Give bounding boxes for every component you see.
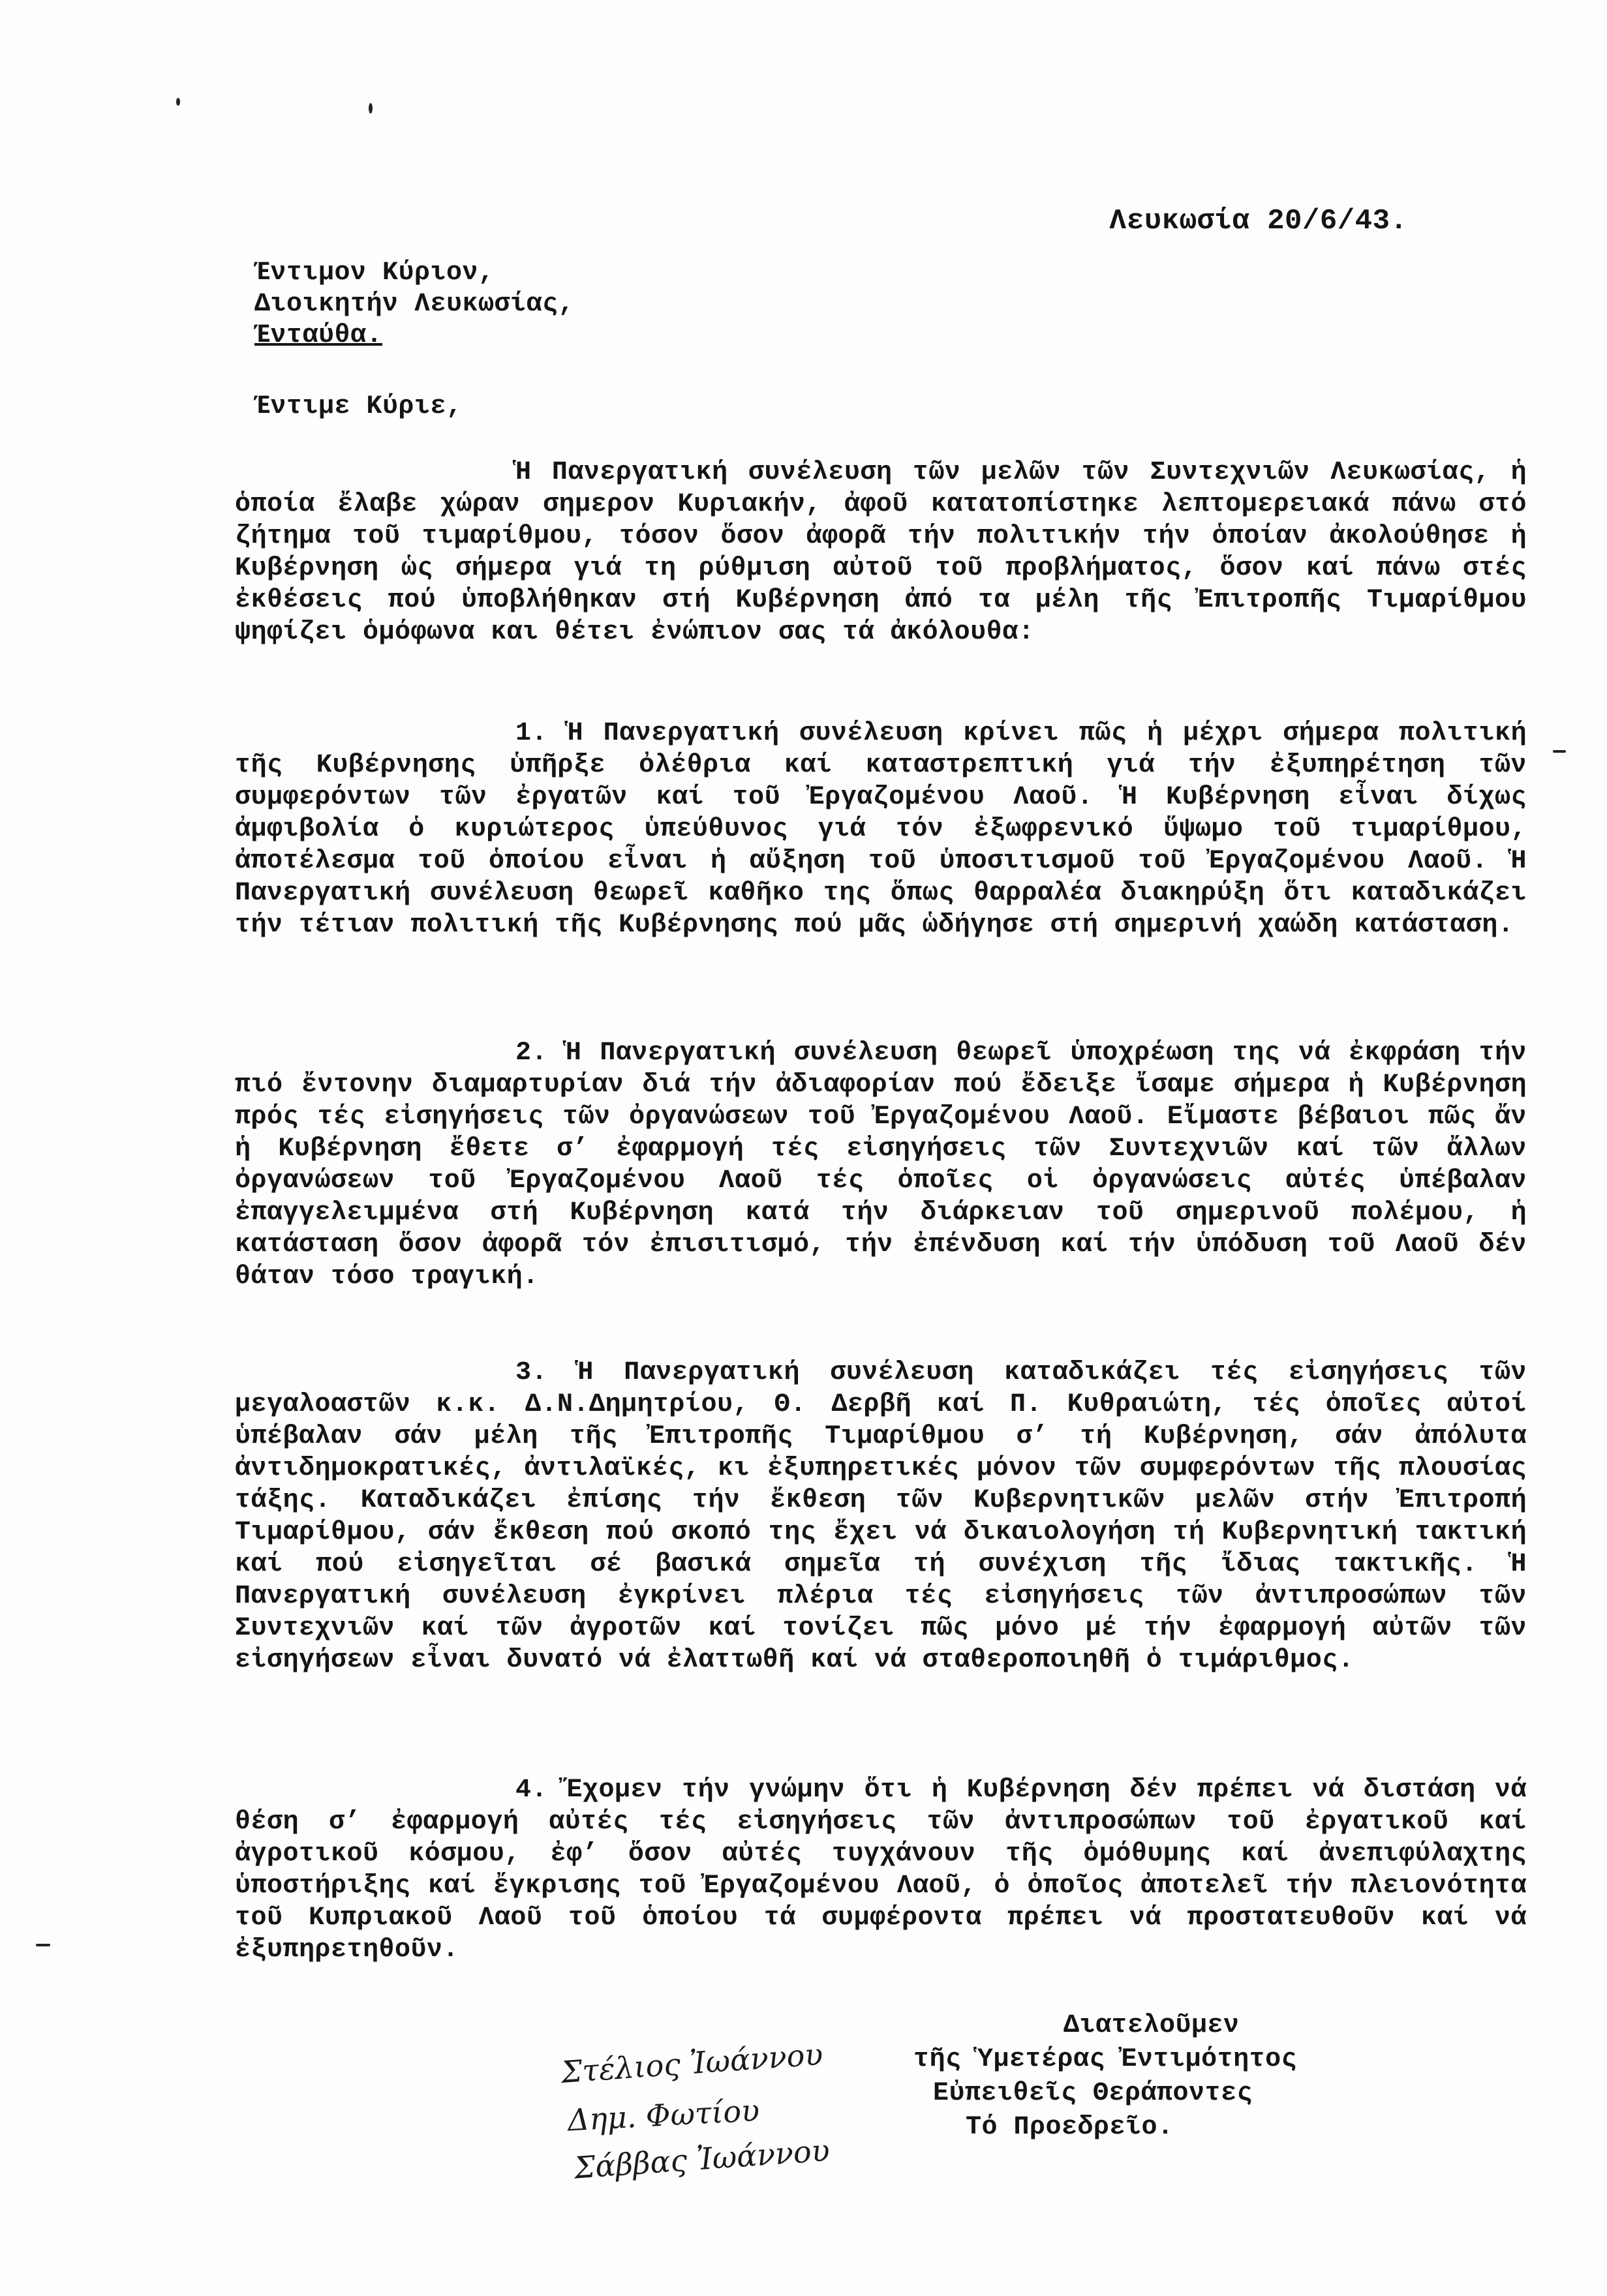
point-3-paragraph: 3. Ἡ Πανεργατική συνέλευση καταδικάζει τές εἰσηγήσεις τῶν μεγαλοαστῶν κ.κ. Δ.Ν.Δημητρίου, Θ. Δερβῆ καί Π. Κυθραιώτη, τές ὁποῖες αὐτοί ὑπέβαλαν σάν μέλη τῆς Ἐπιτροπῆς Τιμαρίθμου σ’ τή Κυβέρνηση, σάν ἀπόλυτα ἀντιδημοκρατικές, ἀντιλαϊκές, κι ἐξυπηρετικές μόνον τῶν συμφερόντων τῆς πλουσίας τάξης. Καταδικάζει ἐπίσης τήν ἔκθεση τῶν Κυβερνητικῶν μελῶν στήν Ἐπιτροπή Τιμαρίθμου, σάν ἔκθεση πού σκοπό της ἔχει νά δικαιολογήση τή Κυβερνητική τακτική καί πού εἰσηγεῖται σέ βασικά σημεῖα τή συνέχιση τῆς ἴδιας τακτικῆς. Ἡ Πανεργατική συνέλευση ἐγκρίνει πλέρια τές εἰσηγήσεις τῶν ἀντιπροσώπων τῶν Συντεχνιῶν καί τῶν ἀγροτῶν καί τονίζει πῶς μόνο μέ τήν ἐφαρμογή αὐτῶν τῶν εἰσηγήσεων εἶναι δυνατό νά ἐλαττωθῆ καί νά σταθεροποιηθῆ ὁ τιμάριθμος. (235, 1358, 1527, 1675)
scan-speck (176, 98, 180, 106)
signature-2: Δημ. Φωτίου (566, 2092, 761, 2138)
address-line-2: Διοικητήν Λευκωσίας, (254, 290, 575, 319)
address-line-1: Έντιμον Κύριον, (254, 258, 495, 288)
intro-paragraph: Ἡ Πανεργατική συνέλευση τῶν μελῶν τῶν Συντεχνιῶν Λευκωσίας, ἡ ὁποία ἔλαβε χώραν σημερον Κυριακήν, ἀφοῦ κατατοπίστηκε λεπτομερειακά πάνω στό ζήτημα τοῦ τιμαρίθμου, τόσον ὅσον ἀφορᾶ τήν πολιτικήν τήν ὁποίαν ἀκολούθησε ἡ Κυβέρνηση ὡς σήμερα γιά τη ρύθμιση αὐτοῦ τοῦ προβλήματος, ὅσον καί πάνω στές ἐκθέσεις πού ὑποβλήθηκαν στή Κυβέρνηση ἀπό τα μέλη τῆς Ἐπιτροπῆς Τιμαρίθμου ψηφίζει ὁμόφωνα και θέτει ἐνώπιον σας τά ἀκόλουθα: (235, 458, 1527, 647)
recipient-address (254, 258, 1037, 352)
closing-line-1: Διατελοῦμεν (1064, 2011, 1240, 2040)
handwritten-signatures (560, 2036, 926, 2193)
letter-date: Λευκωσία 20/6/43. (1109, 205, 1408, 237)
scan-speck (1553, 750, 1566, 753)
closing-line-3: Εὐπειθεῖς Θεράποντες (933, 2079, 1253, 2108)
closing-line-2: τῆς Ὑμετέρας Ἐντιμότητος (913, 2045, 1298, 2074)
point-4-paragraph: 4. Ἔχομεν τήν γνώμην ὅτι ἡ Κυβέρνηση δέν πρέπει νά διστάση νά θέση σ’ ἐφαρμογή αὐτές τές εἰσηγήσεις τῶν ἀντιπροσώπων τοῦ ἐργατικοῦ καί ἀγροτικοῦ κόσμου, ἐφ’ ὅσον αὐτές τυγχάνουν τῆς ὁμόθυμης καί ἀνεπιφύλαχτης ὑποστήριξης καί ἔγκρισης τοῦ Ἐργαζομένου Λαοῦ, ὁ ὁποῖος ἀποτελεῖ τήν πλειονότητα τοῦ Κυπριακοῦ Λαοῦ τοῦ ὁποίου τά συμφέροντα πρέπει νά προστατευθοῦν καί νά ἐξυπηρετηθοῦν. (235, 1775, 1527, 1965)
closing-line-4: Τό Προεδρεῖο. (966, 2113, 1174, 2142)
point-1-paragraph: 1. Ἡ Πανεργατική συνέλευση κρίνει πῶς ἡ μέχρι σήμερα πολιτική τῆς Κυβέρνησης ὑπῆρξε ὀλέθρια καί καταστρεπτική γιά τήν ἐξυπηρέτηση τῶν συμφερόντων τῶν ἐργατῶν καί τοῦ Ἐργαζομένου Λαοῦ. Ἡ Κυβέρνηση εἶναι δίχως ἀμφιβολία ὁ κυριώτερος ὑπεύθυνος γιά τόν ἐξωφρενικό ὕψωμο τοῦ τιμαρίθμου, ἀποτέλεσμα τοῦ ὁποίου εἶναι ἡ αὔξηση τοῦ ὑποσιτισμοῦ τοῦ Ἐργαζομένου Λαοῦ. Ἡ Πανεργατική συνέλευση θεωρεῖ καθῆκο της ὅπως θαρραλέα διακηρύξη ὅτι καταδικάζει τήν τέτιαν πολιτική τῆς Κυβέρνησης πού μᾶς ὡδήγησε στή σημερινή χαώδη κατάσταση. (235, 719, 1527, 940)
scan-speck (369, 103, 373, 113)
address-line-3: Ένταύθα. (254, 321, 383, 350)
closing-block (913, 2009, 1501, 2145)
scan-speck (36, 1944, 50, 1946)
signature-3: Σάββας Ἰωάννου (573, 2132, 831, 2186)
salutation: Έντιμε Κύριε, (254, 392, 463, 421)
point-2-paragraph: 2. Ἡ Πανεργατική συνέλευση θεωρεῖ ὑποχρέωση της νά ἐκφράση τήν πιό ἔντονην διαμαρτυρίαν διά τήν ἀδιαφορίαν πού ἔδειξε ἴσαμε σήμερα ἡ Κυβέρνηση πρός τές εἰσηγήσεις τῶν ὀργανώσεων τοῦ Ἐργαζομένου Λαοῦ. Εἴμαστε βέβαιοι πῶς ἄν ἡ Κυβέρνηση ἔθετε σ’ ἐφαρμογή τές εἰσηγήσεις τῶν Συντεχνιῶν καί τῶν ἄλλων ὀργανώσεων τοῦ Ἐργαζομένου Λαοῦ τές ὁποῖες οἱ ὀργανώσεις αὐτές ὑπέβαλαν ἐπαγγελειμμένα στή Κυβέρνηση κατά τήν διάρκειαν τοῦ σημερινοῦ πολέμου, ἡ κατάσταση ὅσον ἀφορᾶ τόν ἐπισιτισμό, τήν ἐπένδυση καί τήν ὑπόδυση τοῦ Λαοῦ δέν θάταν τόσο τραγική. (235, 1038, 1527, 1292)
signature-1: Στέλιος Ἰωάννου (560, 2036, 824, 2090)
